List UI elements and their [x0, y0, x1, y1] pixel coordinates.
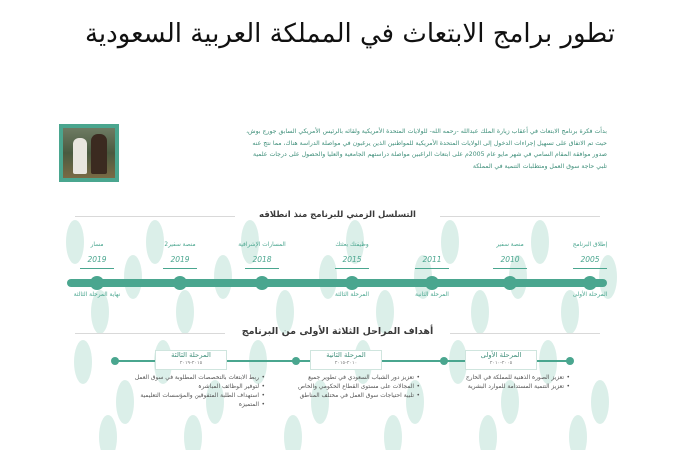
- year-underline: [415, 268, 449, 269]
- year-underline: [80, 268, 114, 269]
- divider: [450, 333, 600, 334]
- phase-dot: [111, 357, 119, 365]
- divider: [75, 216, 235, 217]
- phase-box: [310, 350, 382, 370]
- phase-name: المرحلة الأولى: [480, 351, 522, 359]
- phase-dot: [440, 357, 448, 365]
- timeline-year: 2011: [422, 255, 442, 264]
- intro-line: حيث تم الاتفاق على تسهيل إجراءات الدخول إلى الولايات المتحدة الأمريكية للمواطنين الذين يرغبون في مواصلة الدراسة هناك، مما نتج عنه: [252, 139, 607, 147]
- goal-item: • تعزيز دور الشباب السعودي في تطوير جميع: [298, 374, 420, 383]
- phase-name: المرحلة الثالثة: [171, 351, 211, 359]
- intro-text: [127, 126, 607, 172]
- timeline-node: [173, 276, 187, 290]
- timeline-year: 2019: [87, 255, 107, 264]
- phases-title: أهداف المراحل الثلاثة الأولى من البرنامج: [241, 326, 434, 337]
- pattern-oval: [591, 380, 609, 424]
- phase-dates: ٢٠٠٥-٢٠١٠: [489, 361, 513, 366]
- phase-name: المرحلة الثانية: [326, 351, 366, 359]
- timeline-event-label: مسار: [90, 242, 104, 248]
- timeline-year: 2010: [500, 255, 520, 264]
- phase-box: [465, 350, 537, 370]
- year-underline: [493, 268, 527, 269]
- infographic-slide: [55, 112, 620, 450]
- goal-item: • المتميزة: [135, 401, 265, 410]
- timeline-phase-label: المرحلة الثالثة: [335, 292, 369, 298]
- year-underline: [335, 268, 369, 269]
- pattern-oval: [74, 340, 92, 384]
- phase-dot: [566, 357, 574, 365]
- timeline-event-label: وظيفتك بعثتك: [335, 242, 369, 248]
- goal-item: • تعزيز الصورة الذهنية للمملكة في الخارج: [466, 374, 570, 383]
- timeline-node: [90, 276, 104, 290]
- person-figure: [91, 134, 107, 174]
- timeline-phase-label: المرحلة الثانية: [415, 292, 449, 298]
- person-figure: [73, 138, 87, 174]
- timeline-node: [345, 276, 359, 290]
- divider: [75, 333, 225, 334]
- timeline-year: 2015: [342, 255, 362, 264]
- timeline-event-label: إطلاق البرنامج: [572, 242, 608, 248]
- page-title: تطور برامج الابتعاث في المملكة العربية السعودية: [84, 19, 616, 49]
- year-underline: [573, 268, 607, 269]
- timeline-year: 2005: [580, 255, 600, 264]
- phase-dates: ٢٠١٥-٢٠١٩: [179, 361, 203, 366]
- phase-goals: [298, 374, 420, 401]
- timeline-bar: [67, 279, 607, 287]
- pattern-oval: [116, 380, 134, 424]
- phase-box: [155, 350, 227, 370]
- timeline-phase-label: المرحلة الأولى: [572, 292, 608, 298]
- year-underline: [163, 268, 197, 269]
- goal-item: • لتوفير الوظائف المباشرة: [135, 383, 265, 392]
- pattern-oval: [284, 415, 302, 450]
- leaders-photo: [59, 124, 119, 182]
- intro-line: صدور موافقة المقام السامي في شهر مايو عام 2005م على ابتعاث الراغبين مواصلة دراستهم الجامعية والعليا والحصول على درجات علمية: [253, 151, 607, 158]
- pattern-oval: [99, 415, 117, 450]
- phase-dates: ٢٠١٠-٢٠١٥: [334, 361, 358, 366]
- pattern-oval: [184, 415, 202, 450]
- goal-item: • تلبية احتياجات سوق العمل في مختلف المناطق: [298, 392, 420, 401]
- intro-line: تلبي حاجة سوق العمل ومتطلبات التنمية في المملكة: [472, 162, 607, 170]
- timeline-event-label: منصة سفير2: [164, 242, 196, 248]
- timeline-year: 2018: [252, 255, 272, 264]
- timeline-title: التسلسل الزمني للبرنامج منذ انطلاقه: [259, 210, 416, 220]
- timeline-phase-label: نهاية المرحلة الثالثة: [73, 292, 121, 298]
- goal-item: • استهداف الطلبة المتفوقين والمؤسسات التعليمية: [135, 392, 265, 401]
- pattern-oval: [569, 415, 587, 450]
- timeline-node: [583, 276, 597, 290]
- pattern-oval: [479, 415, 497, 450]
- divider: [440, 216, 600, 217]
- year-underline: [245, 268, 279, 269]
- goal-item: • تعزيز التنمية المستدامة للموارد البشرية: [466, 383, 570, 392]
- timeline-event-label: المسارات الإشرافية: [238, 242, 286, 248]
- phase-goals: [466, 374, 570, 392]
- goal-item: • ربط الابتعاث بالتخصصات المطلوبة في سوق العمل: [135, 374, 265, 383]
- pattern-oval: [384, 415, 402, 450]
- phase-dot: [292, 357, 300, 365]
- intro-line: بدأت فكرة برنامج الابتعاث في أعقاب زيارة الملك عبدالله -رحمه الله- للولايات المتحدة الأمريكية ولقائه بالرئيس الأمريكي السابق جورج بوش،: [246, 128, 607, 135]
- timeline-year: 2019: [170, 255, 190, 264]
- timeline-node: [255, 276, 269, 290]
- pattern-oval: [214, 255, 232, 299]
- timeline-node: [425, 276, 439, 290]
- goal-item: • المجالات على مستوى القطاع الحكومي والخاص: [298, 383, 420, 392]
- timeline-event-label: منصة سفير: [496, 242, 524, 248]
- phase-goals: [135, 374, 265, 410]
- timeline-node: [503, 276, 517, 290]
